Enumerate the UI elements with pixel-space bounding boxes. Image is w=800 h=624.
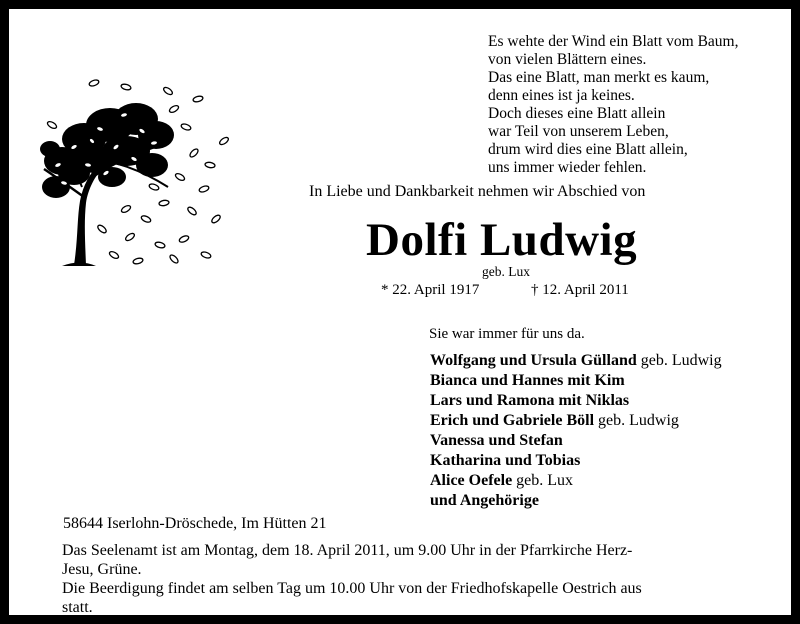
mourner-entry [430, 411, 722, 431]
poem-line: war Teil von unserem Leben, [488, 123, 669, 140]
poem [488, 33, 788, 177]
mourner-suffix: geb. Ludwig [636, 352, 722, 369]
poem-line: denn eines ist ja keines. [488, 87, 635, 104]
mourner-entry [430, 371, 722, 391]
farewell-intro: In Liebe und Dankbarkeit nehmen wir Abschied von [309, 183, 646, 200]
mourner-name: Lars und Ramona mit Niklas [430, 392, 630, 409]
poem-line: Es wehte der Wind ein Blatt vom Baum, [488, 33, 739, 50]
mourner-name: Vanessa und Stefan [430, 432, 563, 449]
notice-line: Die Beerdigung findet am selben Tag um 10.00 Uhr von der Friedhofskapelle Oestrich aus [62, 580, 642, 597]
mourner-entry [430, 391, 722, 411]
poem-line: uns immer wieder fehlen. [488, 159, 647, 176]
poem-line: Doch dieses eine Blatt allein [488, 105, 666, 122]
notice-line: statt. [62, 599, 93, 616]
family-address: 58644 Iserlohn-Dröschede, Im Hütten 21 [63, 515, 327, 532]
deceased-name: Dolfi Ludwig [366, 214, 638, 266]
maiden-name: geb. Lux [482, 264, 530, 279]
mourner-entry [430, 471, 722, 491]
tagline: Sie war immer für uns da. [429, 326, 585, 342]
mourner-name: und Angehörige [430, 492, 539, 509]
poem-line: drum wird dies eine Blatt allein, [488, 141, 688, 158]
mourner-entry [430, 451, 722, 471]
notice-line: Jesu, Grüne. [62, 561, 142, 578]
birth-date: * 22. April 1917 [381, 282, 480, 298]
mourner-entry [430, 351, 722, 371]
mourner-suffix: geb. Ludwig [594, 412, 679, 429]
windblown-tree-icon [34, 69, 234, 274]
mourner-name: Wolfgang und Ursula Gülland [430, 352, 637, 369]
mourner-name: Bianca und Hannes mit Kim [430, 372, 625, 389]
death-date: † 12. April 2011 [531, 282, 629, 298]
mourners-list [430, 351, 722, 511]
mourner-name: Katharina und Tobias [430, 452, 581, 469]
mourner-entry [430, 431, 722, 451]
mourner-suffix: geb. Lux [512, 472, 574, 489]
notice-line: Das Seelenamt ist am Montag, dem 18. April 2011, um 9.00 Uhr in der Pfarrkirche Herz- [62, 542, 633, 559]
mourner-name: Erich und Gabriele Böll [430, 412, 595, 429]
mourner-name: Alice Oefele [430, 472, 513, 489]
poem-line: Das eine Blatt, man merkt es kaum, [488, 69, 710, 86]
mourner-entry [430, 491, 722, 511]
poem-line: von vielen Blättern eines. [488, 51, 647, 68]
service-notices [62, 541, 762, 617]
